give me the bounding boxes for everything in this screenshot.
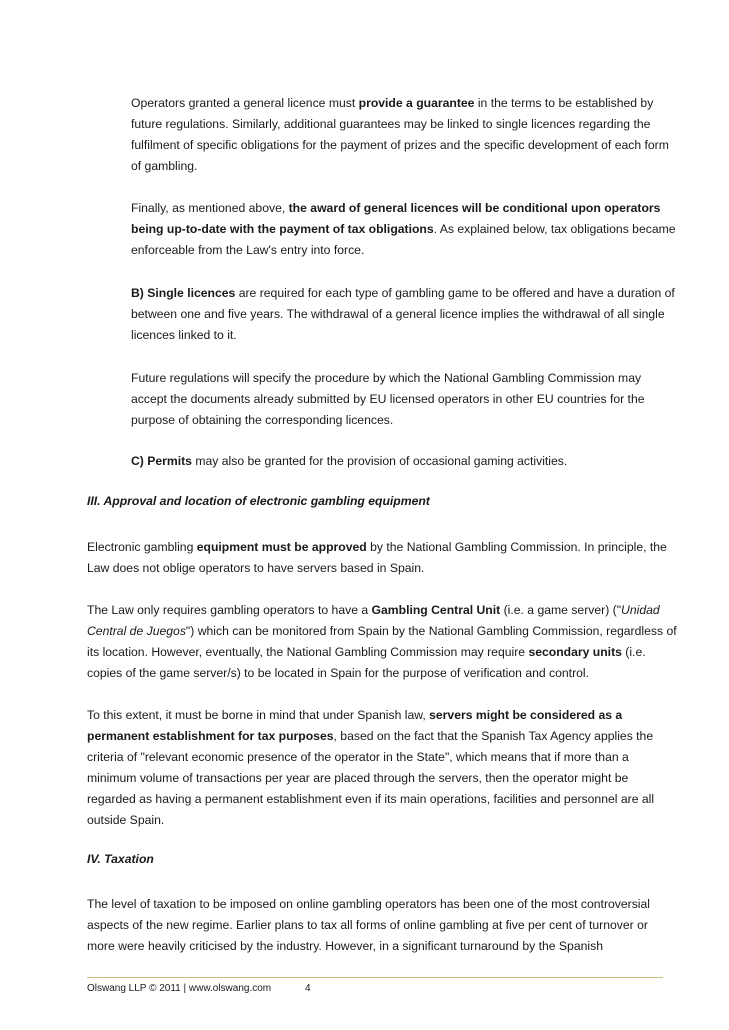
- paragraph-equipment-approval: Electronic gambling equipment must be approved by the National Gambling Commission. In principle, the Law does not oblige operators to have servers based in Spain.: [87, 540, 667, 575]
- paragraph-general-licences: Finally, as mentioned above, the award of general licences will be conditional upon operators being up-to-date with the payment of tax obligations. As explained below, tax obligations became enforceable from the Law's entry into force.: [131, 201, 676, 257]
- footer-copyright: Olswang LLP © 2011 | www.olswang.com: [87, 983, 272, 994]
- paragraph-permits: C) Permits may also be granted for the provision of occasional gaming activities.: [131, 454, 568, 468]
- paragraph-central-unit: The Law only requires gambling operators to have a Gambling Central Unit (i.e. a game server) ("Unidad Central de Juegos") which can be monitored from Spain by the National Gambling Commission, regardless of its location. However, eventually, the National Gambling Commission may require secondary units (i.e. copies of the game server/s) to be located in Spain for the purpose of verification and control.: [87, 603, 677, 680]
- paragraph-future-regulations: Future regulations will specify the procedure by which the National Gambling Commission may accept the documents already submitted by EU licensed operators in other EU countries for the purpose of obtaining the corresponding licences.: [131, 371, 645, 427]
- paragraph-single-licences: B) Single licences are required for each type of gambling game to be offered and have a duration of between one and five years. The withdrawal of a general licence implies the withdrawal of all single licences linked to it.: [131, 286, 675, 342]
- page-number: 4: [305, 983, 311, 994]
- section-heading-equipment: III. Approval and location of electronic gambling equipment: [87, 494, 430, 508]
- paragraph-guarantee: Operators granted a general licence must provide a guarantee in the terms to be established by future regulations. Similarly, additional guarantees may be linked to single licences regarding the fulfilment of specific obligations for the payment of prizes and the specific development of each form of gambling.: [131, 96, 669, 173]
- page-footer: [87, 983, 311, 994]
- section-heading-taxation: IV. Taxation: [87, 852, 154, 866]
- footer-divider: [87, 977, 663, 978]
- paragraph-taxation-level: The level of taxation to be imposed on online gambling operators has been one of the most controversial aspects of the new regime. Earlier plans to tax all forms of online gambling at five per cent of turnover or more were heavily criticised by the industry. However, in a significant turnaround by the Spanish: [87, 897, 650, 953]
- paragraph-permanent-establishment: To this extent, it must be borne in mind that under Spanish law, servers might be considered as a permanent establishment for tax purposes, based on the fact that the Spanish Tax Agency applies the criteria of "relevant economic presence of the operator in the State", which means that if more than a minimum volume of transactions per year are placed through the servers, then the operator might be regarded as having a permanent establishment even if its main operations, facilities and personnel are all outside Spain.: [87, 708, 655, 827]
